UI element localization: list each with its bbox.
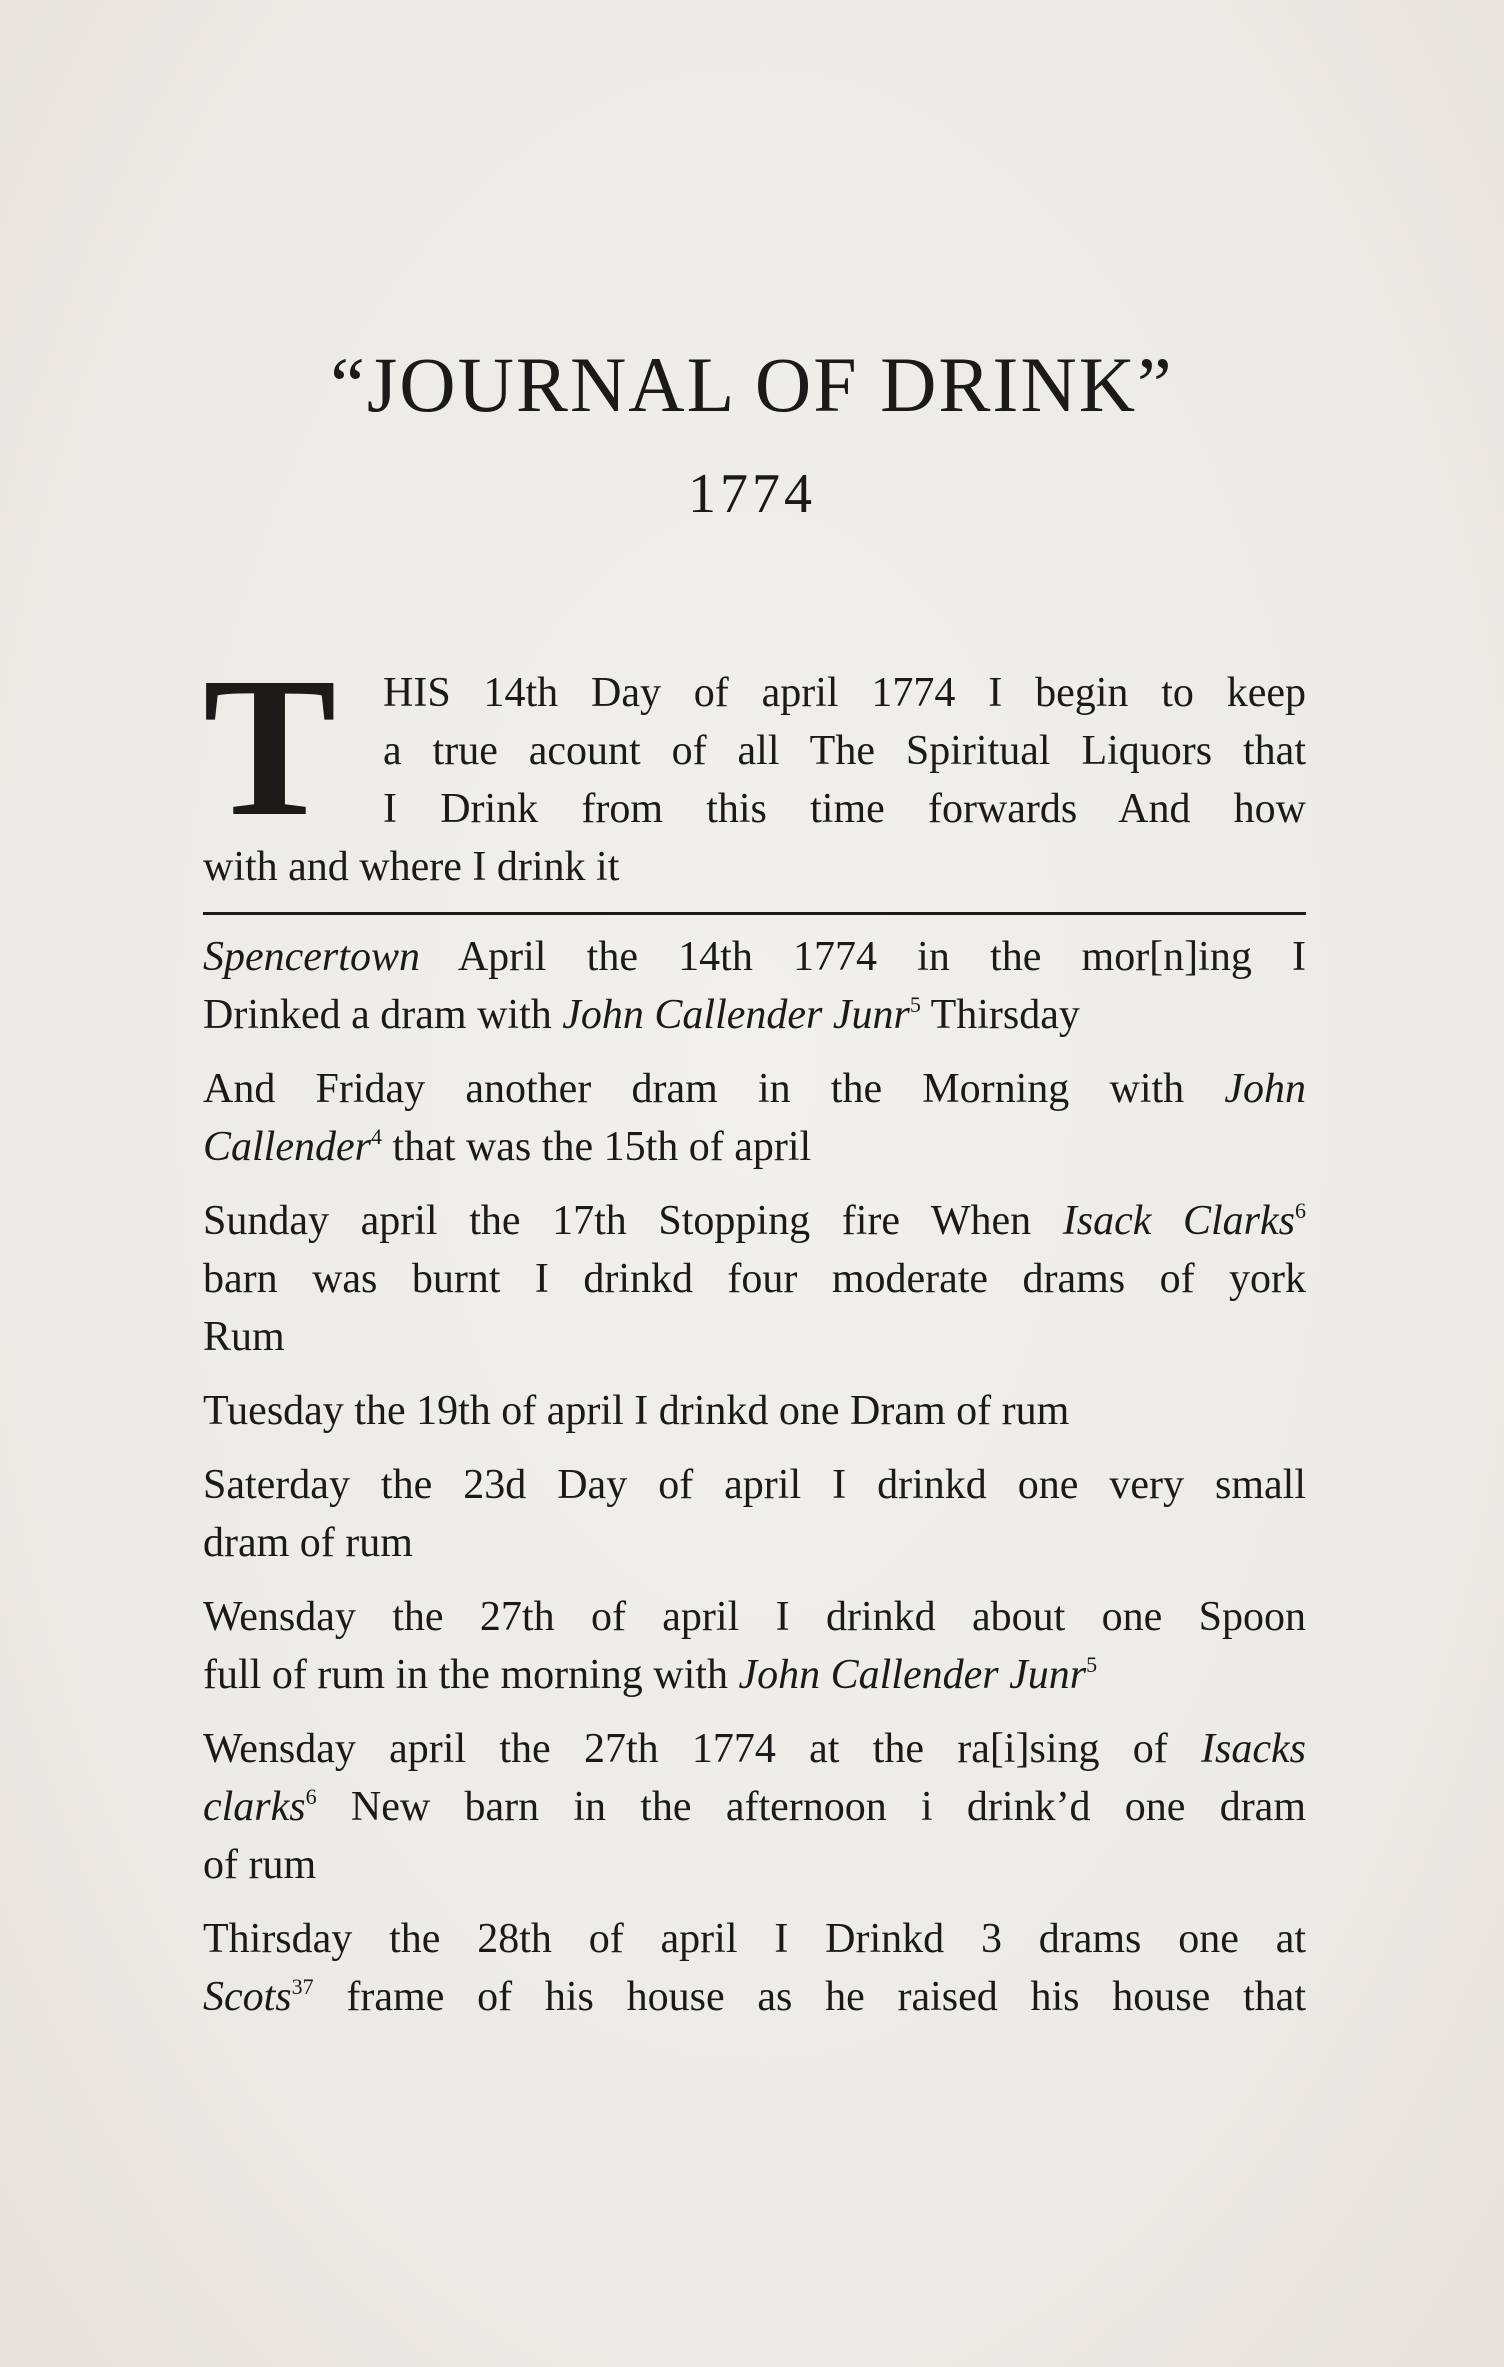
- journal-entry: [203, 928, 1306, 1044]
- text-run: Drinked a dram with: [203, 992, 563, 1038]
- italic-name: John: [1224, 1066, 1306, 1112]
- divider-rule: [203, 912, 1306, 915]
- footnote-ref: 6: [1295, 1198, 1306, 1223]
- text-run: Saterday the 23d Day of april I drinkd one very small: [203, 1462, 1306, 1508]
- journal-entry: [203, 1192, 1306, 1366]
- entry-line: [203, 1118, 1306, 1176]
- text-run: that was the 15th of april: [381, 1124, 812, 1170]
- text-run: And Friday another dram in the Morning with: [203, 1066, 1225, 1112]
- text-run: Sunday april the 17th Stopping fire When: [203, 1198, 1063, 1244]
- entry-line: [203, 1514, 1306, 1572]
- journal-entry: [203, 1910, 1306, 2026]
- entry-line: [203, 1968, 1306, 2026]
- italic-name: Isack Clarks: [1062, 1198, 1295, 1244]
- page-title: “JOURNAL OF DRINK”: [330, 341, 1174, 428]
- text-run: Rum: [203, 1314, 285, 1360]
- text-run: Wensday the 27th of april I drinkd about one Spoon: [203, 1594, 1306, 1640]
- intro-line: a true acount of all The Spiritual Liquors that: [383, 728, 1306, 774]
- italic-name: John Callender Junr: [562, 992, 910, 1038]
- journal-entry: [203, 1720, 1306, 1894]
- intro-line: I Drink from this time forwards And how: [383, 786, 1306, 832]
- intro-paragraph: [383, 664, 1306, 838]
- text-run: full of rum in the morning with: [203, 1652, 739, 1698]
- footnote-ref: 6: [305, 1784, 317, 1809]
- drop-cap: T: [203, 637, 337, 858]
- entry-line: [203, 1836, 1306, 1894]
- text-run: Thirsday: [920, 992, 1080, 1038]
- footnote-ref: 37: [291, 1974, 314, 1999]
- text-run: New barn in the afternoon i drink’d one dram: [316, 1784, 1306, 1830]
- italic-name: John Callender Junr: [738, 1652, 1087, 1698]
- italic-name: Isacks: [1201, 1726, 1306, 1772]
- journal-entry: [203, 1382, 1306, 1440]
- footnote-ref: 5: [909, 992, 921, 1017]
- footnote-ref: 4: [370, 1124, 382, 1149]
- entry-line: [203, 1720, 1306, 1778]
- entry-line: [203, 928, 1306, 986]
- entry-line: [203, 1060, 1306, 1118]
- entry-line: [203, 1308, 1306, 1366]
- intro-line: HIS 14th Day of april 1774 I begin to keep: [383, 670, 1306, 716]
- entry-line: [203, 1250, 1306, 1308]
- footnote-ref: 5: [1086, 1652, 1098, 1677]
- text-run: Wensday april the 27th 1774 at the ra[i]sing of: [203, 1726, 1202, 1772]
- text-run: Tuesday the 19th of april I drinkd one Dram of rum: [203, 1388, 1070, 1434]
- text-run: dram of rum: [203, 1520, 413, 1566]
- entry-line: [203, 1382, 1306, 1440]
- text-run: frame of his house as he raised his house that: [313, 1974, 1306, 2020]
- italic-name: clarks: [203, 1784, 306, 1830]
- text-run: April the 14th 1774 in the mor[n]ing I: [419, 934, 1306, 980]
- text-run: barn was burnt I drinkd four moderate drams of york: [203, 1256, 1306, 1302]
- entry-line: [203, 986, 1306, 1044]
- italic-name: Callender: [203, 1124, 371, 1170]
- year-heading: 1774: [688, 463, 816, 525]
- italic-name: Scots: [203, 1974, 292, 2020]
- journal-entry: [203, 1588, 1306, 1704]
- entry-line: [203, 1778, 1306, 1836]
- entry-line: [203, 1192, 1306, 1250]
- entry-line: [203, 1646, 1306, 1704]
- text-run: Thirsday the 28th of april I Drinkd 3 drams one at: [203, 1916, 1306, 1962]
- journal-entry: [203, 1456, 1306, 1572]
- text-run: of rum: [203, 1842, 317, 1888]
- intro-last-line: with and where I drink it: [203, 844, 620, 890]
- italic-name: Spencertown: [203, 934, 420, 980]
- entry-line: [203, 1910, 1306, 1968]
- entry-line: [203, 1456, 1306, 1514]
- entry-line: [203, 1588, 1306, 1646]
- journal-entry: [203, 1060, 1306, 1176]
